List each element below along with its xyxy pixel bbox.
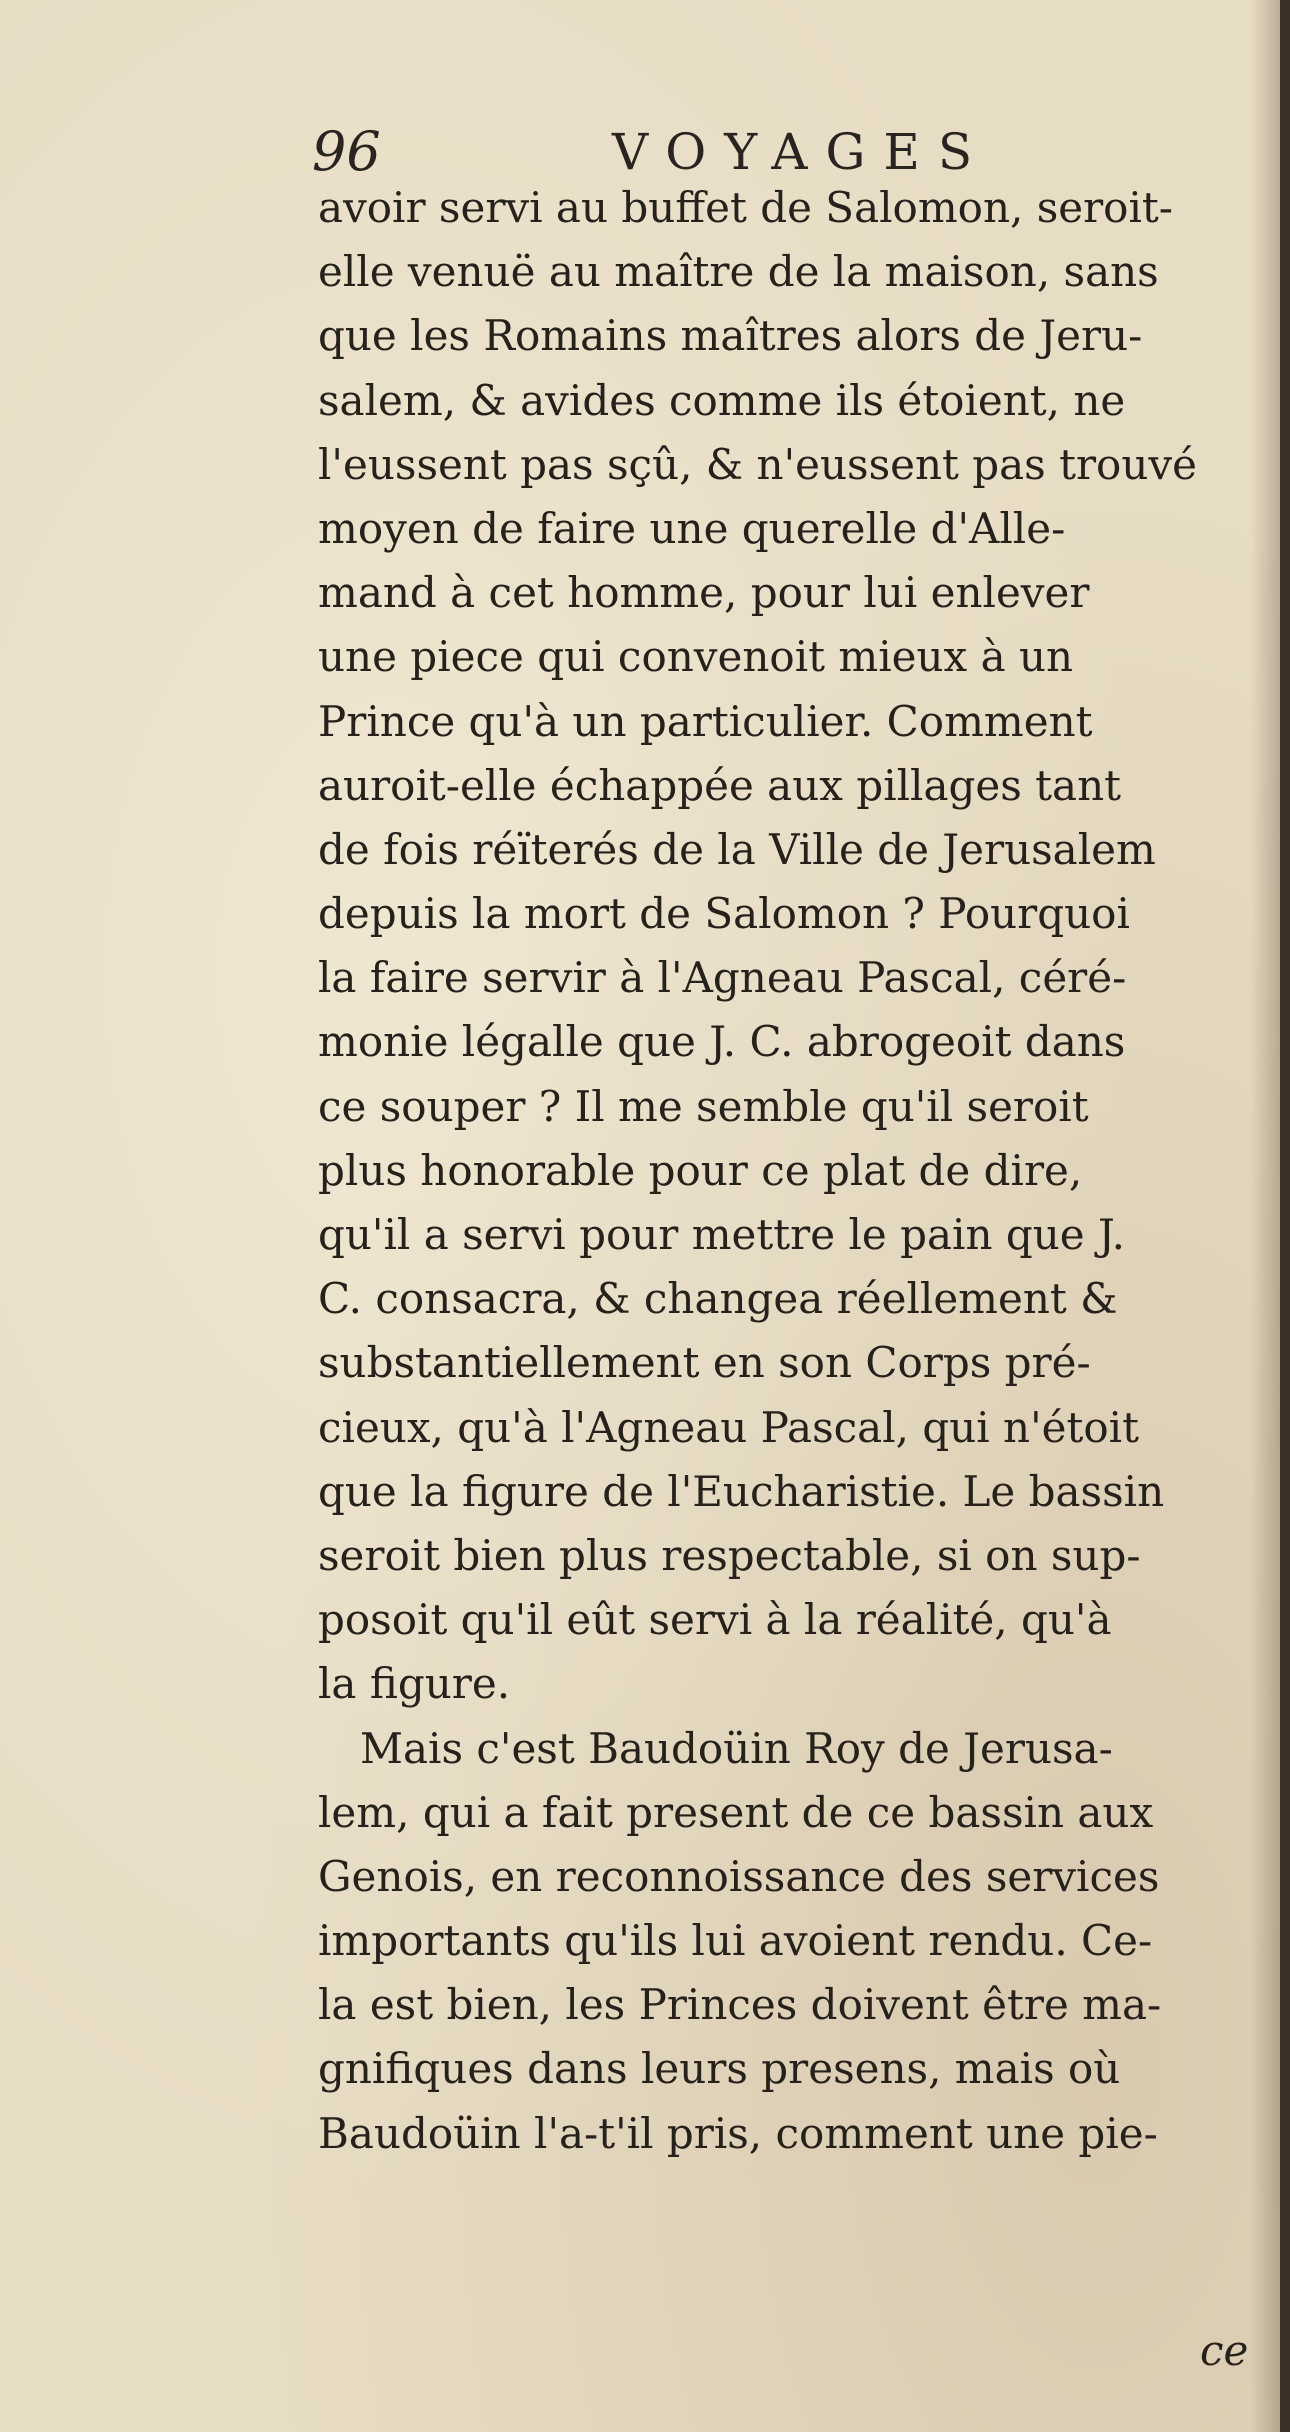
text-line: cieux, qu'à l'Agneau Pascal, qui n'étoit: [318, 1402, 1139, 1452]
text-line: gnifiques dans leurs presens, mais où: [318, 2044, 1121, 2094]
paragraph-start-line: Mais c'est Baudoüin Roy de Jerusa-: [360, 1723, 1113, 1773]
text-line: que les Romains maîtres alors de Jeru-: [318, 311, 1143, 361]
text-line: seroit bien plus respectable, si on sup-: [318, 1530, 1141, 1580]
text-line: que la figure de l'Eucharistie. Le bassin: [318, 1466, 1165, 1516]
text-line: qu'il a servi pour mettre le pain que J.: [318, 1210, 1125, 1259]
text-line: plus honorable pour ce plat de dire,: [318, 1145, 1083, 1195]
text-line: la figure.: [318, 1659, 511, 1709]
text-line: Genois, en reconnoissance des services: [318, 1851, 1160, 1901]
text-line: ce souper ? Il me semble qu'il seroit: [318, 1081, 1089, 1131]
text-line: depuis la mort de Salomon ? Pourquoi: [318, 889, 1130, 939]
text-line: lem, qui a fait present de ce bassin aux: [318, 1787, 1154, 1837]
text-line: l'eussent pas sçû, & n'eussent pas trouvé: [318, 439, 1197, 489]
text-line: la faire servir à l'Agneau Pascal, céré-: [318, 953, 1127, 1003]
page-number: 96: [312, 120, 381, 183]
text-line: salem, & avides comme ils étoient, ne: [318, 375, 1126, 425]
text-line: Prince qu'à un particulier. Comment: [318, 696, 1093, 746]
text-line: une piece qui convenoit mieux à un: [318, 632, 1074, 682]
text-line: moyen de faire une querelle d'Alle-: [318, 503, 1066, 553]
text-line: posoit qu'il eût servi à la réalité, qu'à: [318, 1595, 1112, 1645]
text-line: avoir servi au buffet de Salomon, seroit-: [318, 183, 1173, 232]
text-line: Baudoüin l'a-t'il pris, comment une pie-: [318, 2108, 1158, 2158]
page-edge: [1280, 0, 1290, 2432]
text-line: C. consacra, & changea réellement &: [318, 1274, 1118, 1324]
text-line: substantiellement en son Corps pré-: [318, 1338, 1091, 1388]
text-line: elle venuë au maître de la maison, sans: [318, 247, 1159, 297]
text-line: mand à cet homme, pour lui enlever: [318, 568, 1090, 618]
text-line: monie légalle que J. C. abrogeoit dans: [318, 1017, 1126, 1067]
text-line: la est bien, les Princes doivent être ma-: [318, 1980, 1162, 2030]
text-line: de fois réïterés de la Ville de Jerusalem: [318, 824, 1156, 874]
text-line: importants qu'ils lui avoient rendu. Ce-: [318, 1916, 1153, 1966]
running-title: VOYAGES: [612, 123, 991, 181]
body-text: [318, 176, 1280, 2166]
catchword: ce: [1200, 2326, 1249, 2375]
text-line: auroit-elle échappée aux pillages tant: [318, 760, 1122, 810]
